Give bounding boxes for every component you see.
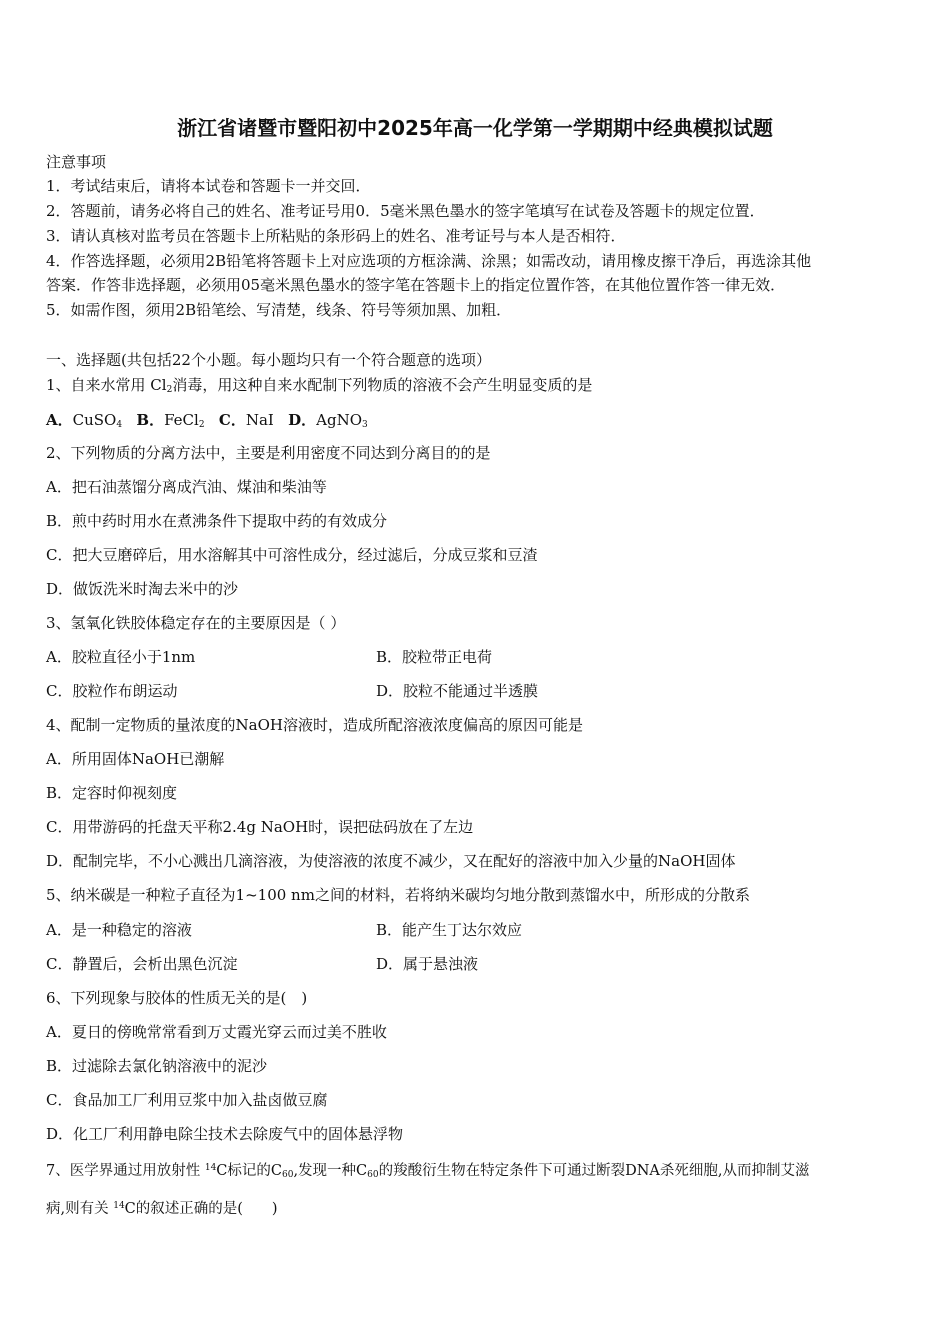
question-4-option: C．用带游码的托盘天平称2.4g NaOH时，误把砝码放在了左边 bbox=[46, 818, 474, 836]
question-3-option: B．胶粒带正电荷 bbox=[376, 648, 493, 666]
question-6-option: D．化工厂利用静电除尘技术去除废气中的固体悬浮物 bbox=[46, 1125, 404, 1143]
question-4-option: B．定容时仰视刻度 bbox=[46, 784, 178, 802]
question-3-option: D．胶粒不能通过半透膜 bbox=[376, 682, 539, 700]
notice-item: 3．请认真核对监考员在答题卡上所粘贴的条形码上的姓名、准考证号与本人是否相符． bbox=[46, 227, 626, 245]
question-6-stem: 6、下列现象与胶体的性质无关的是( ) bbox=[46, 989, 308, 1007]
notice-item: 5．如需作图，须用2B铅笔绘、写清楚，线条、符号等须加黑、加粗． bbox=[46, 301, 512, 319]
question-6-option: C．食品加工厂利用豆浆中加入盐卤做豆腐 bbox=[46, 1091, 328, 1109]
question-4-option: D．配制完毕，不小心溅出几滴溶液，为使溶液的浓度不减少，又在配好的溶液中加入少量的NaOH固体 bbox=[46, 852, 736, 870]
question-2-option: A．把石油蒸馏分离成汽油、煤油和柴油等 bbox=[46, 478, 327, 496]
question-3-option: C．胶粒作布朗运动 bbox=[46, 682, 178, 700]
notice-item: 4．作答选择题，必须用2B铅笔将答题卡上对应选项的方框涂满、涂黑；如需改动，请用橡皮擦干净后，再选涂其他 bbox=[46, 252, 812, 270]
notice-item: 答案．作答非选择题，必须用05毫米黑色墨水的签字笔在答题卡上的指定位置作答，在其他位置作答一律无效． bbox=[46, 276, 786, 294]
notice-heading: 注意事项 bbox=[46, 153, 107, 171]
question-1-stem: 1、自来水常用 $Cl_2$消毒，用这种自来水配制下列物质的溶液不会产生明显变质的是 bbox=[46, 376, 593, 395]
question-6-option: B．过滤除去氯化钠溶液中的泥沙 bbox=[46, 1057, 268, 1075]
question-5-option: C．静置后，会析出黑色沉淀 bbox=[46, 955, 238, 973]
question-7-stem-cont: 病,则有关 $^{14}$C的叙述正确的是( ) bbox=[46, 1201, 278, 1217]
page-title: 浙江省诸暨市暨阳初中2025年高一化学第一学期期中经典模拟试题 bbox=[177, 116, 773, 140]
notice-item: 2．答题前，请务必将自己的姓名、准考证号用0．5毫米黑色墨水的签字笔填写在试卷及答题卡的规定位置． bbox=[46, 202, 765, 220]
question-3-option: A．胶粒直径小于1nm bbox=[46, 648, 196, 666]
question-5-option: A．是一种稳定的溶液 bbox=[46, 921, 192, 939]
question-3-stem: 3、氢氧化铁胶体稳定存在的主要原因是（ ） bbox=[46, 614, 346, 632]
question-7-stem: 7、医学界通过用放射性 $^{14}$C标记的$C_{60}$,发现一种$C_{60}$的羧酸衍生物在特定条件下可通过断裂DNA杀死细胞,从而抑制艾滋 bbox=[46, 1163, 810, 1180]
question-2-option: D．做饭洗米时淘去米中的沙 bbox=[46, 580, 239, 598]
question-4-stem: 4、配制一定物质的量浓度的NaOH溶液时，造成所配溶液浓度偏高的原因可能是 bbox=[46, 716, 583, 734]
question-4-option: A．所用固体NaOH已潮解 bbox=[46, 750, 225, 768]
question-5-option: D．属于悬浊液 bbox=[376, 955, 479, 973]
question-2-option: C．把大豆磨碎后，用水溶解其中可溶性成分，经过滤后，分成豆浆和豆渣 bbox=[46, 546, 538, 564]
question-2-stem: 2、下列物质的分离方法中，主要是利用密度不同达到分离目的的是 bbox=[46, 444, 491, 462]
section-heading: 一、选择题(共包括22个小题。每小题均只有一个符合题意的选项） bbox=[46, 351, 491, 369]
question-1-options: A．CuSO$_4$ B．FeCl$_2$ C．NaI D．AgNO$_3$ bbox=[46, 411, 368, 430]
notice-item: 1．考试结束后，请将本试卷和答题卡一并交回． bbox=[46, 177, 371, 195]
question-2-option: B．煎中药时用水在煮沸条件下提取中药的有效成分 bbox=[46, 512, 388, 530]
question-5-option: B．能产生丁达尔效应 bbox=[376, 921, 523, 939]
question-6-option: A．夏日的傍晚常常看到万丈霞光穿云而过美不胜收 bbox=[46, 1023, 387, 1041]
question-5-stem: 5、纳米碳是一种粒子直径为1~100 nm之间的材料，若将纳米碳均匀地分散到蒸馏水中，所形成的分散系 bbox=[46, 886, 750, 904]
